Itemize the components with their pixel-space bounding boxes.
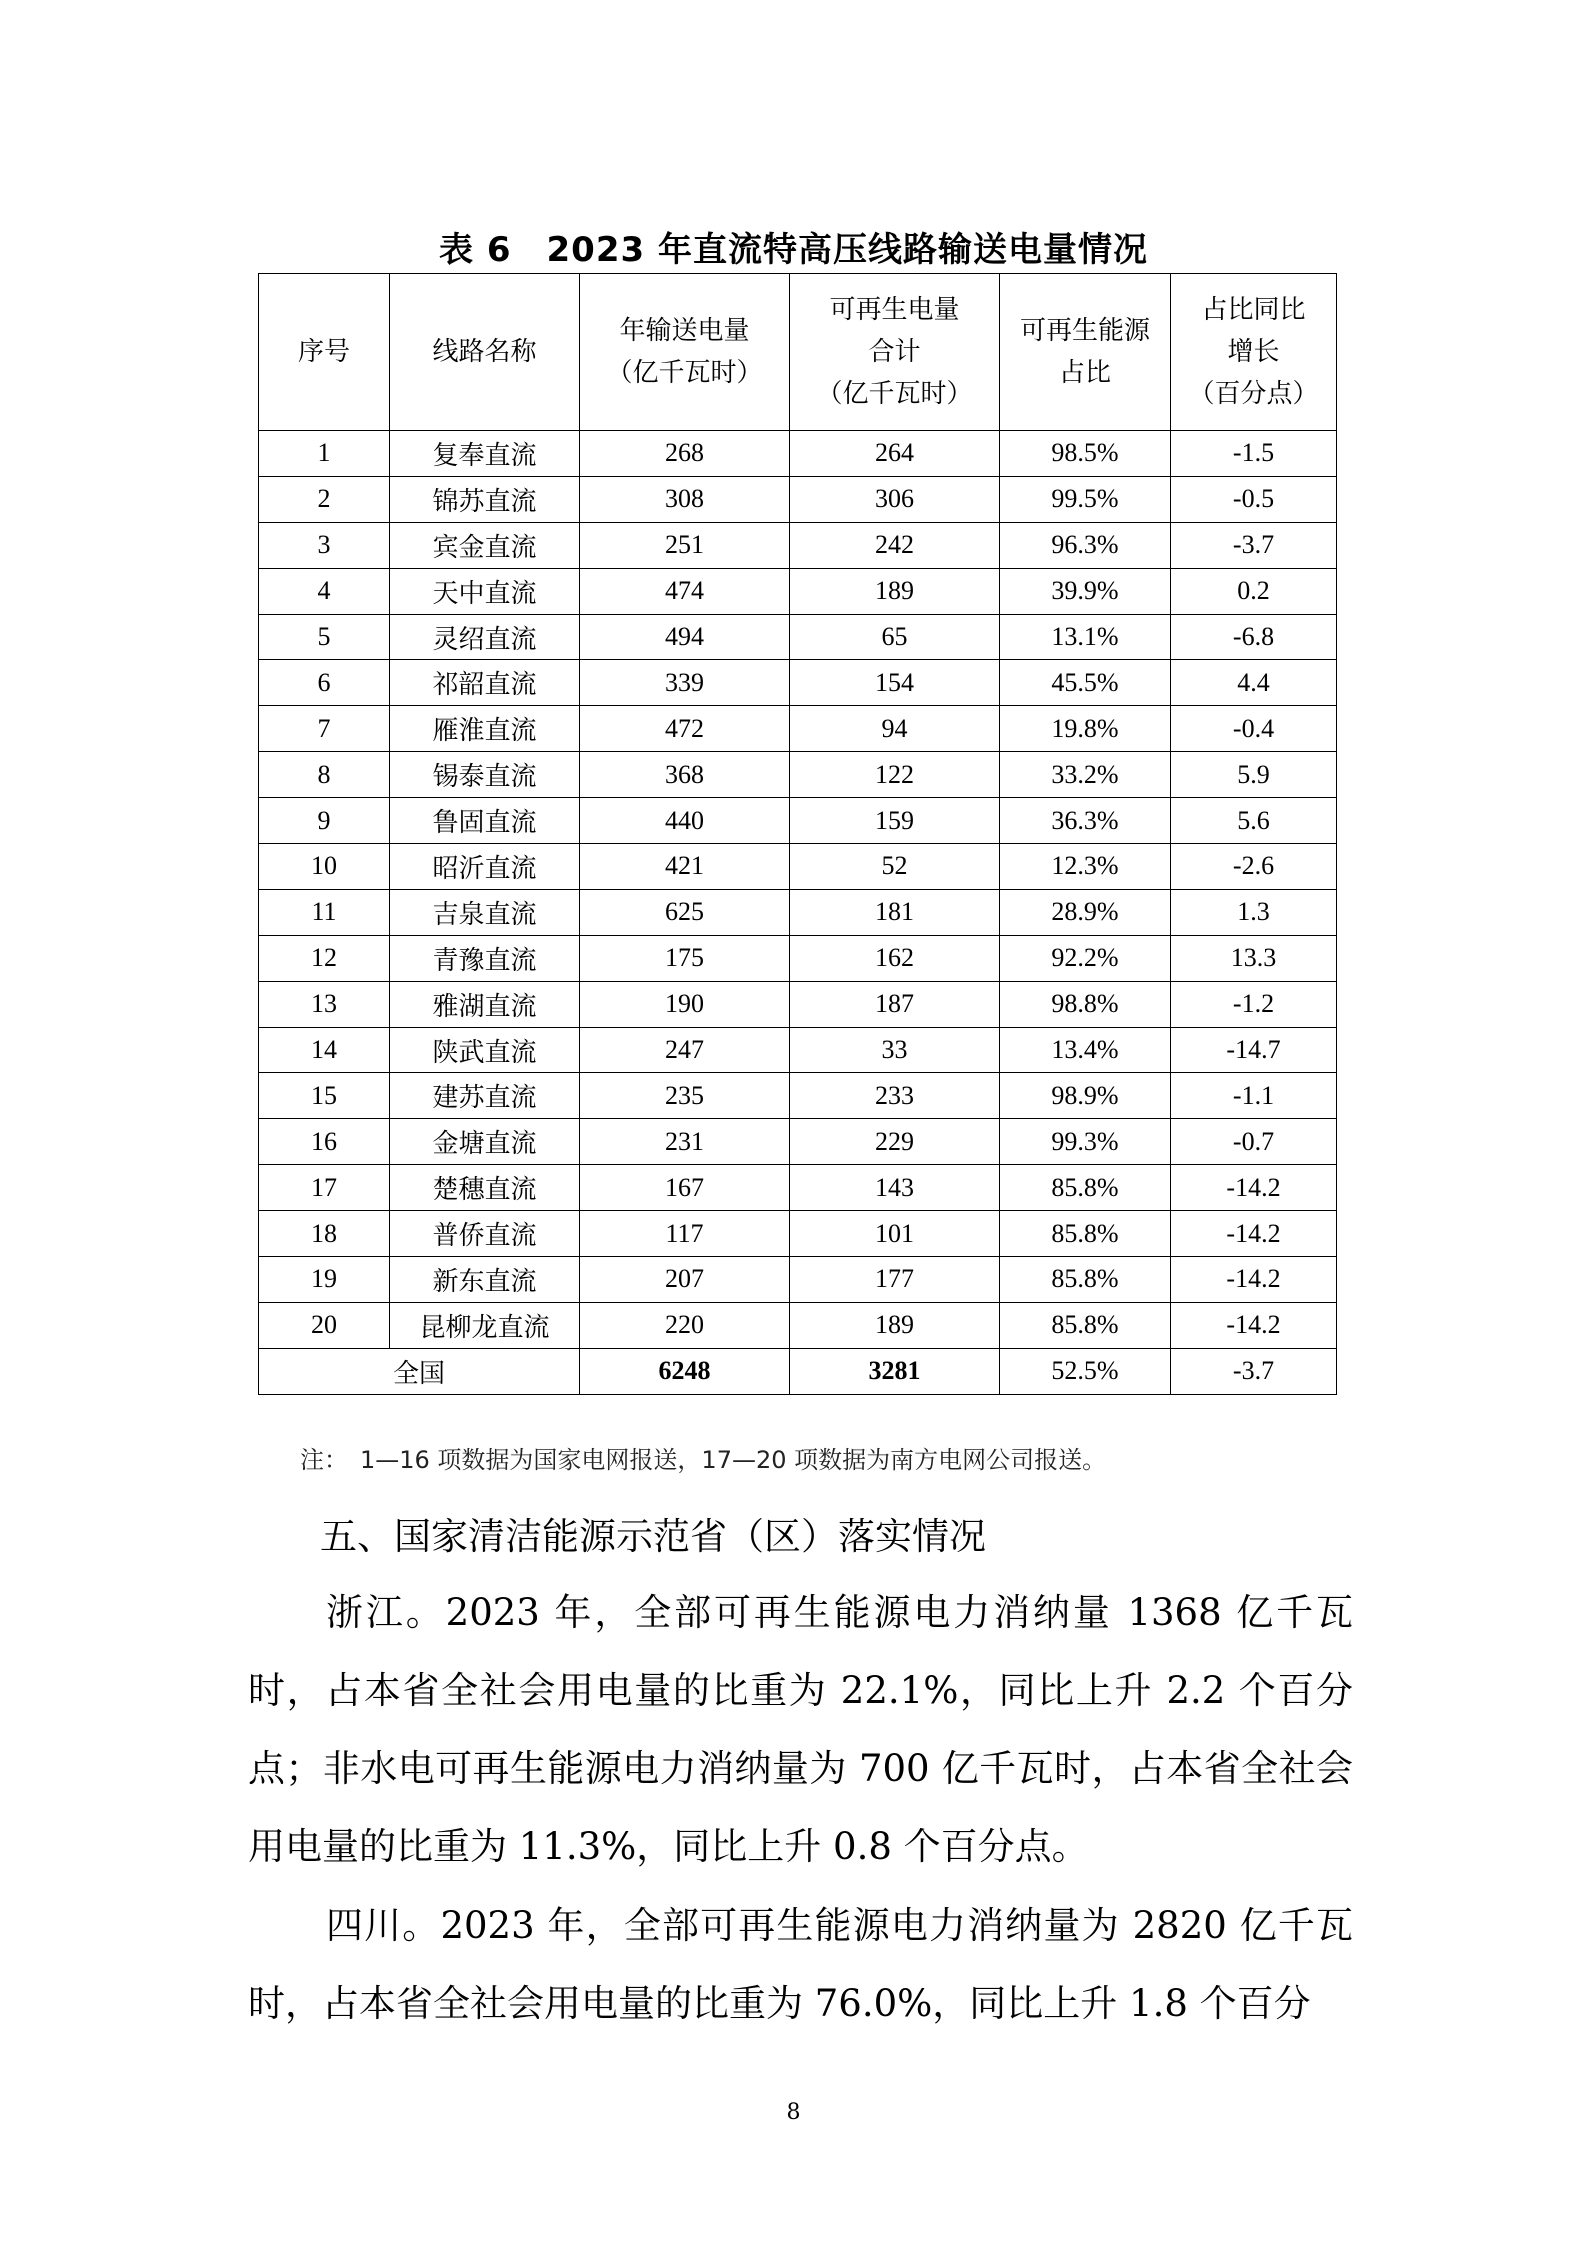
cell-renewable-total: 189 [790, 568, 1000, 614]
cell-no: 11 [259, 889, 390, 935]
cell-renewable-total: 242 [790, 522, 1000, 568]
cell-annual-transmission: 117 [580, 1211, 790, 1257]
cell-annual-transmission: 207 [580, 1257, 790, 1303]
cell-renewable-share: 99.3% [1000, 1119, 1171, 1165]
table-row [259, 706, 1337, 752]
cell-share-change: 13.3 [1171, 935, 1337, 981]
cell-no: 9 [259, 798, 390, 844]
paragraph-sichuan [248, 1887, 1353, 2043]
cell-renewable-share: 99.5% [1000, 476, 1171, 522]
header-share-change: 占比同比 增长 （百分点） [1171, 274, 1337, 431]
paragraph-text: 2023 年，全部可再生能源电力消纳量 1368 亿千瓦时，占本省全社会用电量的比重为 22.1%，同比上升 2.2 个百分点；非水电可再生能源电力消纳量为 700 亿千瓦时，占本省全社会用电量的比重为 11.3%，同比上升 0.8 个百分点。 [248, 1591, 1354, 1868]
cell-line-name: 昭沂直流 [390, 844, 580, 890]
paragraph-lead: 浙江。 [326, 1591, 446, 1634]
table-note: 注： 1—16 项数据为国家电网报送，17—20 项数据为南方电网公司报送。 [300, 1446, 1107, 1474]
cell-line-name: 普侨直流 [390, 1211, 580, 1257]
header-no: 序号 [259, 274, 390, 431]
cell-renewable-share: 13.1% [1000, 614, 1171, 660]
cell-annual-transmission: 247 [580, 1027, 790, 1073]
cell-line-name: 青豫直流 [390, 935, 580, 981]
cell-share-change: -0.7 [1171, 1119, 1337, 1165]
table-row [259, 476, 1337, 522]
cell-renewable-total: 52 [790, 844, 1000, 890]
cell-renewable-share: 85.8% [1000, 1302, 1171, 1348]
cell-renewable-total: 33 [790, 1027, 1000, 1073]
cell-line-name: 锦苏直流 [390, 476, 580, 522]
cell-line-name: 宾金直流 [390, 522, 580, 568]
cell-renewable-share: 98.5% [1000, 431, 1171, 477]
cell-annual-transmission: 231 [580, 1119, 790, 1165]
cell-renewable-share: 45.5% [1000, 660, 1171, 706]
cell-annual-transmission: 235 [580, 1073, 790, 1119]
section-heading: 五、国家清洁能源示范省（区）落实情况 [320, 1515, 986, 1558]
table-row [259, 1119, 1337, 1165]
cell-no: 13 [259, 981, 390, 1027]
total-share: 52.5% [1000, 1348, 1171, 1394]
cell-no: 16 [259, 1119, 390, 1165]
cell-renewable-share: 85.8% [1000, 1211, 1171, 1257]
table-row [259, 1302, 1337, 1348]
total-annual-transmission: 6248 [580, 1348, 790, 1394]
cell-share-change: 1.3 [1171, 889, 1337, 935]
cell-renewable-total: 101 [790, 1211, 1000, 1257]
cell-annual-transmission: 472 [580, 706, 790, 752]
cell-no: 14 [259, 1027, 390, 1073]
cell-no: 8 [259, 752, 390, 798]
total-label: 全国 [259, 1348, 580, 1394]
cell-share-change: -14.2 [1171, 1165, 1337, 1211]
cell-annual-transmission: 625 [580, 889, 790, 935]
table-header-row [259, 274, 1337, 431]
cell-share-change: -14.2 [1171, 1257, 1337, 1303]
table-row [259, 1165, 1337, 1211]
cell-renewable-total: 143 [790, 1165, 1000, 1211]
cell-share-change: -6.8 [1171, 614, 1337, 660]
cell-renewable-total: 177 [790, 1257, 1000, 1303]
cell-annual-transmission: 368 [580, 752, 790, 798]
cell-no: 18 [259, 1211, 390, 1257]
cell-share-change: -0.5 [1171, 476, 1337, 522]
header-renewable-total: 可再生电量 合计 （亿千瓦时） [790, 274, 1000, 431]
cell-no: 2 [259, 476, 390, 522]
cell-no: 7 [259, 706, 390, 752]
table-row [259, 1257, 1337, 1303]
cell-share-change: -14.2 [1171, 1302, 1337, 1348]
cell-annual-transmission: 440 [580, 798, 790, 844]
paragraph-zhejiang [248, 1574, 1353, 1886]
cell-no: 10 [259, 844, 390, 890]
cell-share-change: -14.7 [1171, 1027, 1337, 1073]
cell-no: 20 [259, 1302, 390, 1348]
header-annual-transmission: 年输送电量 （亿千瓦时） [580, 274, 790, 431]
cell-renewable-total: 159 [790, 798, 1000, 844]
cell-renewable-share: 98.9% [1000, 1073, 1171, 1119]
paragraph-lead: 四川。 [326, 1904, 441, 1947]
cell-share-change: -2.6 [1171, 844, 1337, 890]
table-row [259, 431, 1337, 477]
cell-share-change: -1.5 [1171, 431, 1337, 477]
cell-share-change: 5.9 [1171, 752, 1337, 798]
table-row [259, 1027, 1337, 1073]
cell-no: 12 [259, 935, 390, 981]
table-row [259, 614, 1337, 660]
cell-renewable-share: 28.9% [1000, 889, 1171, 935]
cell-line-name: 新东直流 [390, 1257, 580, 1303]
cell-no: 17 [259, 1165, 390, 1211]
cell-share-change: -1.1 [1171, 1073, 1337, 1119]
table-row [259, 1073, 1337, 1119]
cell-renewable-total: 264 [790, 431, 1000, 477]
cell-no: 15 [259, 1073, 390, 1119]
table-row [259, 752, 1337, 798]
cell-share-change: -0.4 [1171, 706, 1337, 752]
cell-renewable-share: 85.8% [1000, 1165, 1171, 1211]
cell-renewable-total: 154 [790, 660, 1000, 706]
table-row [259, 1211, 1337, 1257]
cell-renewable-share: 33.2% [1000, 752, 1171, 798]
cell-line-name: 复奉直流 [390, 431, 580, 477]
cell-no: 4 [259, 568, 390, 614]
cell-share-change: -3.7 [1171, 522, 1337, 568]
cell-renewable-total: 94 [790, 706, 1000, 752]
table-row [259, 844, 1337, 890]
table-total-row [259, 1348, 1337, 1394]
cell-renewable-total: 65 [790, 614, 1000, 660]
cell-no: 5 [259, 614, 390, 660]
cell-annual-transmission: 494 [580, 614, 790, 660]
page-number: 8 [786, 2100, 801, 2125]
header-line-name: 线路名称 [390, 274, 580, 431]
table-row [259, 889, 1337, 935]
cell-share-change: 0.2 [1171, 568, 1337, 614]
cell-annual-transmission: 339 [580, 660, 790, 706]
cell-renewable-total: 181 [790, 889, 1000, 935]
cell-annual-transmission: 220 [580, 1302, 790, 1348]
cell-line-name: 鲁固直流 [390, 798, 580, 844]
cell-line-name: 金塘直流 [390, 1119, 580, 1165]
cell-line-name: 灵绍直流 [390, 614, 580, 660]
cell-line-name: 楚穗直流 [390, 1165, 580, 1211]
cell-annual-transmission: 190 [580, 981, 790, 1027]
transmission-table [258, 273, 1337, 1395]
cell-no: 1 [259, 431, 390, 477]
cell-share-change: -1.2 [1171, 981, 1337, 1027]
cell-annual-transmission: 268 [580, 431, 790, 477]
cell-line-name: 建苏直流 [390, 1073, 580, 1119]
table-body [259, 431, 1337, 1395]
cell-renewable-total: 189 [790, 1302, 1000, 1348]
cell-line-name: 昆柳龙直流 [390, 1302, 580, 1348]
cell-share-change: 4.4 [1171, 660, 1337, 706]
cell-renewable-total: 162 [790, 935, 1000, 981]
cell-renewable-share: 96.3% [1000, 522, 1171, 568]
cell-line-name: 陕武直流 [390, 1027, 580, 1073]
cell-annual-transmission: 175 [580, 935, 790, 981]
total-renewable: 3281 [790, 1348, 1000, 1394]
cell-renewable-total: 122 [790, 752, 1000, 798]
cell-renewable-share: 85.8% [1000, 1257, 1171, 1303]
paragraph-text: 2023 年，全部可再生能源电力消纳量为 2820 亿千瓦时，占本省全社会用电量的比重为 76.0%，同比上升 1.8 个百分 [248, 1904, 1354, 2025]
cell-annual-transmission: 167 [580, 1165, 790, 1211]
total-change: -3.7 [1171, 1348, 1337, 1394]
table-row [259, 798, 1337, 844]
cell-line-name: 雁淮直流 [390, 706, 580, 752]
cell-line-name: 雅湖直流 [390, 981, 580, 1027]
cell-no: 3 [259, 522, 390, 568]
table-row [259, 981, 1337, 1027]
table-row [259, 522, 1337, 568]
header-renewable-share: 可再生能源 占比 [1000, 274, 1171, 431]
table-row [259, 568, 1337, 614]
cell-line-name: 锡泰直流 [390, 752, 580, 798]
table-row [259, 660, 1337, 706]
cell-annual-transmission: 421 [580, 844, 790, 890]
cell-share-change: -14.2 [1171, 1211, 1337, 1257]
cell-share-change: 5.6 [1171, 798, 1337, 844]
cell-line-name: 吉泉直流 [390, 889, 580, 935]
cell-renewable-share: 98.8% [1000, 981, 1171, 1027]
cell-renewable-total: 229 [790, 1119, 1000, 1165]
cell-renewable-share: 12.3% [1000, 844, 1171, 890]
cell-annual-transmission: 474 [580, 568, 790, 614]
cell-renewable-share: 13.4% [1000, 1027, 1171, 1073]
cell-line-name: 天中直流 [390, 568, 580, 614]
cell-renewable-total: 233 [790, 1073, 1000, 1119]
cell-annual-transmission: 308 [580, 476, 790, 522]
cell-line-name: 祁韶直流 [390, 660, 580, 706]
cell-annual-transmission: 251 [580, 522, 790, 568]
cell-no: 19 [259, 1257, 390, 1303]
cell-renewable-share: 39.9% [1000, 568, 1171, 614]
cell-renewable-total: 187 [790, 981, 1000, 1027]
cell-renewable-share: 36.3% [1000, 798, 1171, 844]
cell-renewable-share: 19.8% [1000, 706, 1171, 752]
cell-renewable-share: 92.2% [1000, 935, 1171, 981]
cell-no: 6 [259, 660, 390, 706]
cell-renewable-total: 306 [790, 476, 1000, 522]
table-row [259, 935, 1337, 981]
table-title: 表 6 2023 年直流特高压线路输送电量情况 [439, 230, 1148, 270]
